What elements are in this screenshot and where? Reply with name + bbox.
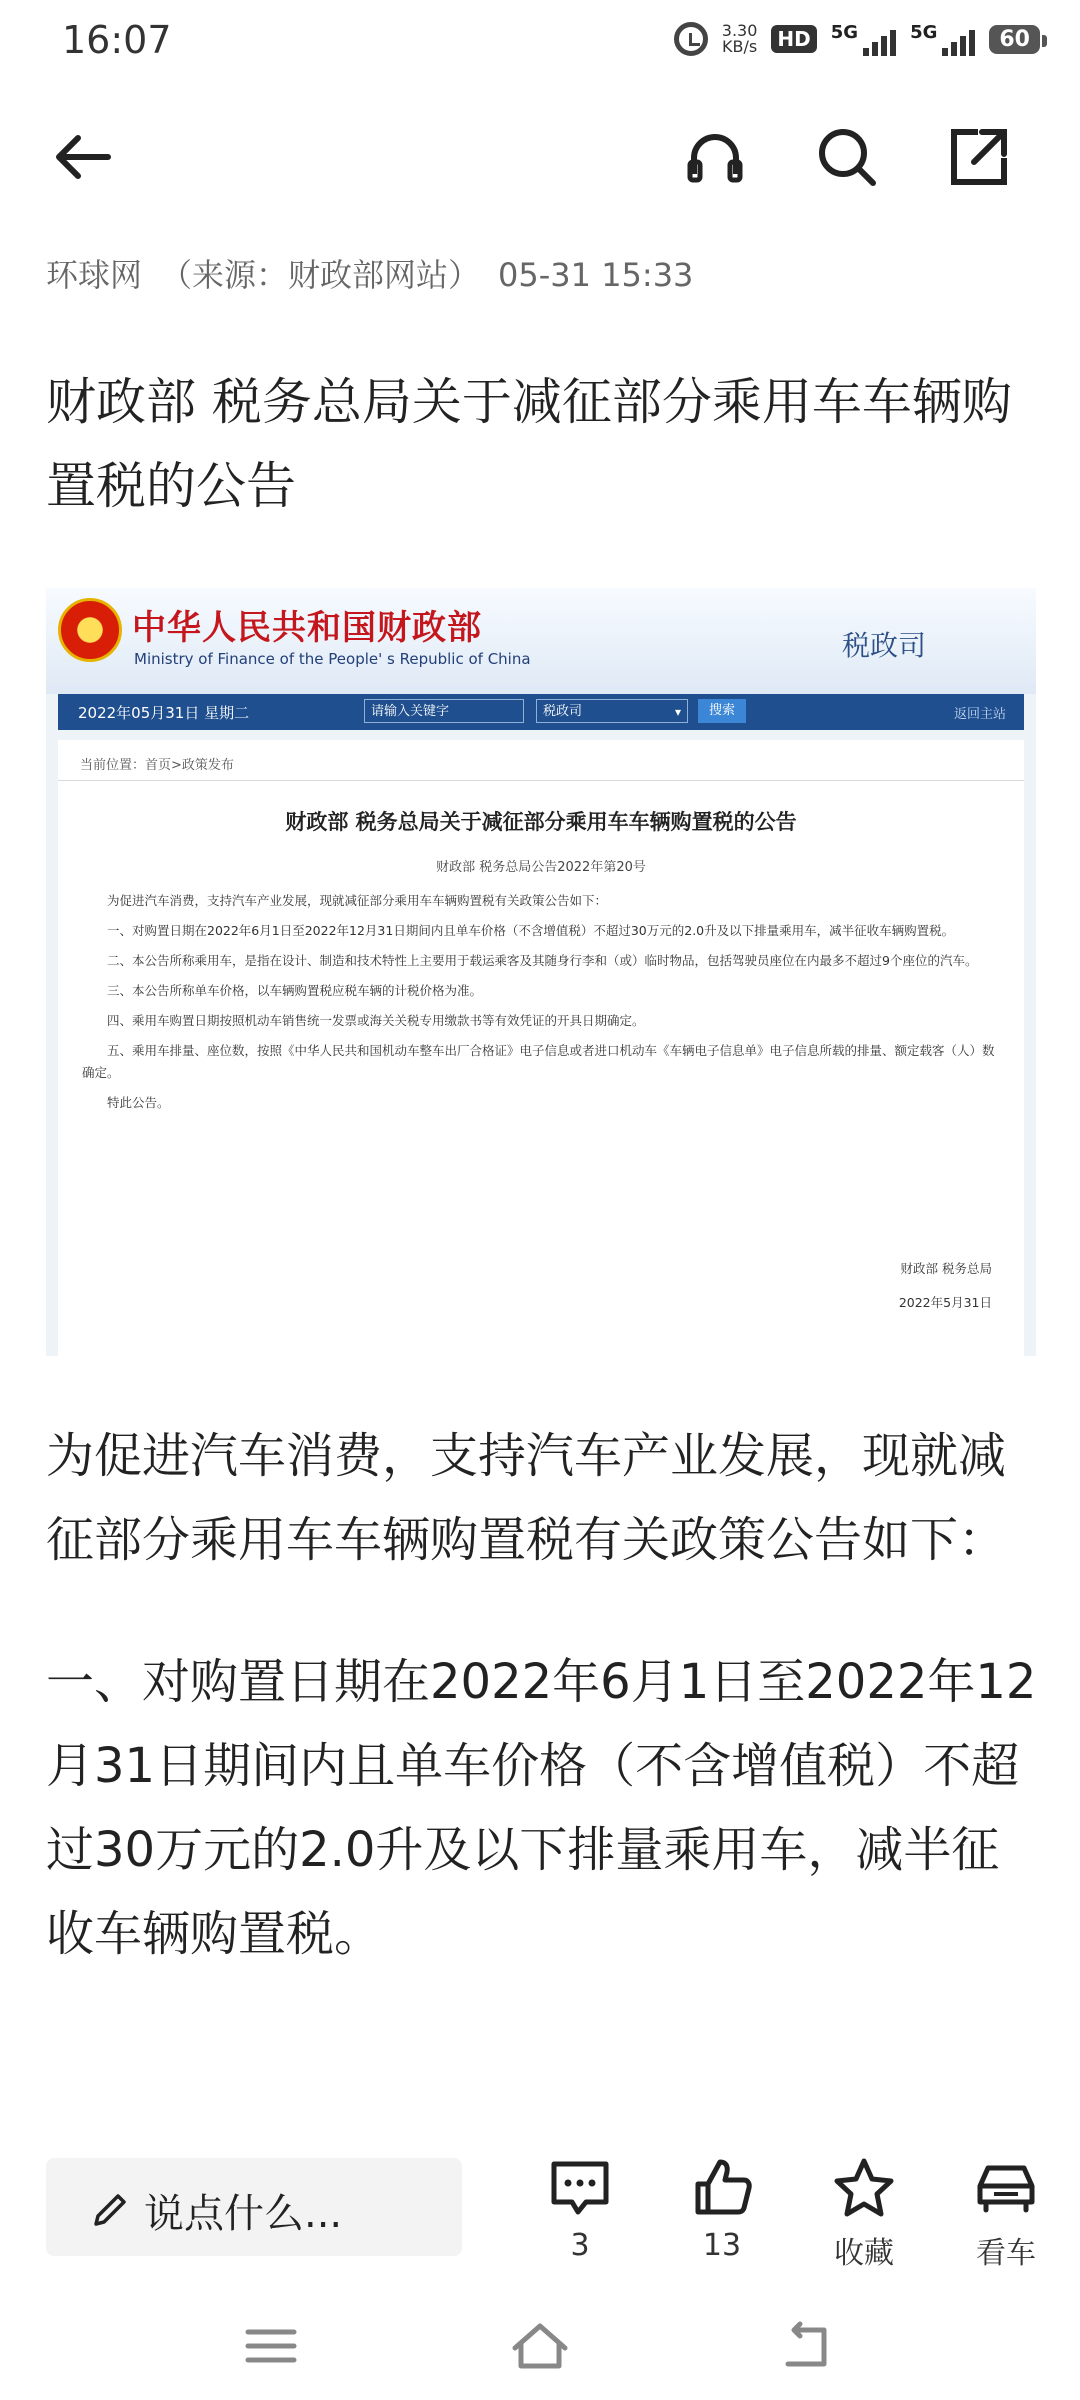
doc-paragraph: 二、本公告所称乘用车，是指在设计、制造和技术特性上主要用于载运乘客及其随身行李和（或）临时物品，包括驾驶员座位在内最多不超过9个座位的汽车。	[107, 953, 978, 968]
article-paragraph: 一、对购置日期在2022年6月1日至2022年12月31日期间内且单车价格（不含增值税）不超过30万元的2.0升及以下排量乘用车，减半征收车辆购置税。	[46, 1654, 1037, 1962]
favorite-button[interactable]	[814, 2156, 914, 2272]
car-icon	[974, 2156, 1038, 2220]
nav-date: 2022年05月31日 星期二	[78, 704, 250, 722]
article-body	[46, 1414, 1040, 2034]
article-image[interactable]	[46, 588, 1036, 1356]
share-icon	[944, 122, 1014, 192]
publish-time: 05-31 15:33	[498, 256, 694, 294]
network-speed-unit: KB/s	[721, 37, 758, 56]
return-home-link: 返回主站	[953, 707, 1006, 722]
site-scope-select: 税政司 ▾	[536, 699, 688, 723]
system-nav-bar	[0, 2290, 1080, 2400]
signature-date: 2022年5月31日	[898, 1295, 992, 1310]
comments-count: 3	[570, 2228, 590, 2263]
comment-input[interactable]	[46, 2158, 462, 2256]
share-button[interactable]	[944, 122, 1014, 192]
home-icon	[505, 2318, 575, 2374]
battery-icon: 60	[989, 25, 1040, 54]
view-car-button[interactable]	[956, 2156, 1056, 2272]
alarm-icon	[674, 22, 708, 56]
back-button[interactable]	[48, 122, 118, 192]
site-title: 中华人民共和国财政部	[132, 608, 482, 648]
arrow-left-icon	[48, 122, 118, 192]
doc-paragraph: 一、对购置日期在2022年6月1日至2022年12月31日期间内且单车价格（不含增值税）不超过30万元的2.0升及以下排量乘用车，减半征收车辆购置税。	[107, 923, 955, 938]
star-icon	[832, 2156, 896, 2220]
sim1-label: 5G	[830, 22, 859, 43]
signal-icon-sim2	[910, 22, 975, 56]
doc-signature	[899, 1252, 992, 1320]
favorite-label: 收藏	[834, 2236, 894, 2271]
car-label: 看车	[976, 2236, 1036, 2271]
site-header	[46, 588, 1036, 694]
back-icon	[774, 2318, 844, 2374]
divider	[58, 780, 1024, 781]
recent-apps-button[interactable]	[236, 2318, 306, 2374]
network-speed-value: 3.30	[721, 21, 758, 40]
doc-paragraph: 五、乘用车排量、座位数，按照《中华人民共和国机动车整车出厂合格证》电子信息或者进口机动车《车辆电子信息单》电子信息所载的排量、额定载客（人）数确定。	[82, 1043, 995, 1080]
department-name: 税政司	[841, 629, 926, 662]
article-meta	[46, 250, 711, 296]
source: （来源：财政部网站）	[160, 256, 481, 294]
site-subtitle: Ministry of Finance of the People' s Republic of China	[134, 650, 531, 668]
network-speed	[722, 23, 758, 55]
doc-body	[82, 890, 998, 1122]
article-paragraph: 为促进汽车消费，支持汽车产业发展，现就减征部分乘用车车辆购置税有关政策公告如下：	[46, 1428, 1007, 1568]
home-button[interactable]	[505, 2318, 575, 2374]
doc-paragraph: 四、乘用车购置日期按照机动车销售统一发票或海关关税专用缴款书等有效凭证的开具日期确定。	[107, 1013, 645, 1028]
search-icon	[812, 122, 882, 192]
hd-icon: HD	[771, 25, 816, 53]
doc-paragraph: 三、本公告所称单车价格，以车辆购置税应税车辆的计税价格为准。	[107, 983, 483, 998]
likes-count: 13	[702, 2228, 742, 2263]
menu-icon	[236, 2318, 306, 2374]
doc-number: 财政部 税务总局公告2022年第20号	[436, 860, 646, 875]
national-emblem-icon	[58, 598, 122, 662]
site-search-input: 请输入关键字	[364, 699, 524, 723]
site-search-button: 搜索	[698, 699, 746, 723]
comment-placeholder: 说点什么...	[144, 2191, 343, 2237]
article-title: 财政部 税务总局关于减征部分乘用车车辆购置税的公告	[46, 373, 1012, 515]
system-back-button[interactable]	[774, 2318, 844, 2374]
pencil-icon	[88, 2188, 132, 2232]
bottom-action-bar	[0, 2142, 1080, 2272]
thumbs-up-icon	[690, 2156, 754, 2220]
sim2-label: 5G	[910, 22, 938, 43]
breadcrumb: 当前位置：首页>政策发布	[80, 758, 234, 773]
doc-paragraph: 为促进汽车消费，支持汽车产业发展，现就减征部分乘用车车辆购置税有关政策公告如下：	[107, 893, 608, 908]
site-nav-bar	[58, 694, 1024, 730]
comment-icon	[548, 2156, 612, 2220]
comments-button[interactable]	[530, 2156, 630, 2263]
doc-title: 财政部 税务总局关于减征部分乘用车车辆购置税的公告	[285, 810, 797, 834]
top-toolbar	[0, 100, 1080, 210]
doc-page	[58, 740, 1024, 1356]
status-icons	[674, 22, 1040, 56]
signature-orgs: 财政部 税务总局	[900, 1261, 992, 1276]
status-time: 16:07	[62, 18, 172, 62]
status-bar	[0, 0, 1080, 84]
listen-button[interactable]	[680, 122, 750, 192]
like-button[interactable]	[672, 2156, 772, 2263]
doc-paragraph: 特此公告。	[107, 1095, 170, 1110]
publisher: 环球网	[46, 256, 143, 294]
headphones-icon	[680, 122, 750, 192]
search-button[interactable]	[812, 122, 882, 192]
signal-icon-sim1	[831, 22, 896, 56]
